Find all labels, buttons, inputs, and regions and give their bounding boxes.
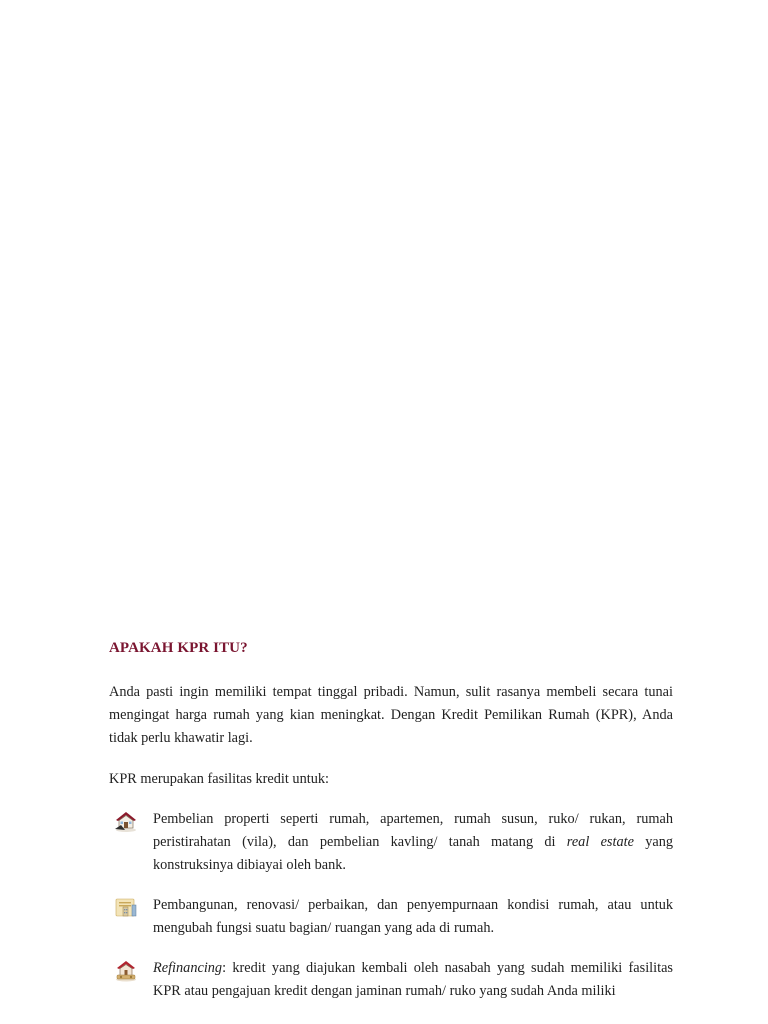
document-building-icon: [113, 895, 139, 919]
kpr-facility-list: [109, 808, 673, 1003]
section-heading: APAKAH KPR ITU?: [109, 640, 248, 656]
list-item-renovation: [109, 894, 673, 940]
kpr-section: [109, 637, 673, 1003]
lead-paragraph: KPR merupakan fasilitas kredit untuk:: [109, 771, 329, 787]
list-item-emphasis: real estate: [566, 834, 634, 850]
intro-paragraph: Anda pasti ingin memiliki tempat tinggal pribadi. Namun, sulit rasanya membeli secara tunai mengingat harga rumah yang kian meningkat. Dengan Kredit Pemilikan Rumah (KPR), Anda tidak perlu khawatir lagi.: [109, 684, 673, 746]
list-item-refinancing: [109, 957, 673, 1003]
house-roof-icon: [113, 809, 139, 833]
house-money-icon: [113, 958, 139, 982]
list-item-text: Pembangunan, renovasi/ perbaikan, dan penyempurnaan kondisi rumah, atau untuk mengubah fungsi suatu bagian/ ruangan yang ada di rumah.: [153, 897, 673, 936]
list-item-text: Pembelian properti seperti rumah, apartemen, rumah susun, ruko/ rukan, rumah peristirahatan (vila), dan pembelian kavling/ tanah matang di: [153, 811, 673, 850]
list-item-property-purchase: [109, 808, 673, 877]
list-item-text-after: yang konstruksinya dibiayai oleh bank.: [153, 834, 674, 873]
list-item-emphasis: Refinancing: [153, 960, 223, 976]
list-item-text-after: : kredit yang diajukan kembali oleh nasabah yang sudah memiliki fasilitas KPR atau pengajuan kredit dengan jaminan rumah/ ruko yang sudah Anda miliki: [153, 960, 673, 999]
